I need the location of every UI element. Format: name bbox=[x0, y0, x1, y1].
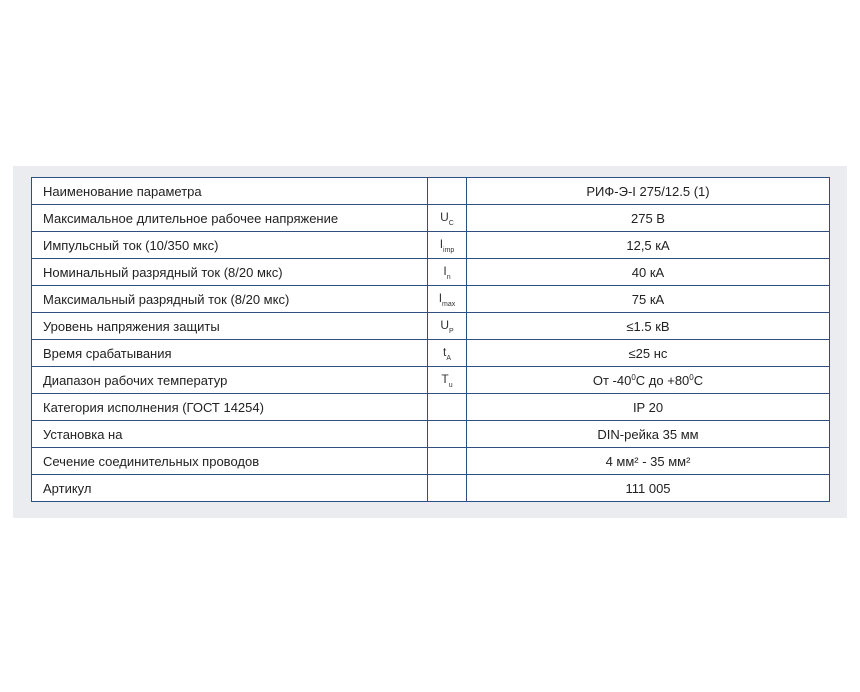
degree-superscript: 0 bbox=[689, 372, 694, 382]
value-part: С до +80 bbox=[635, 372, 690, 388]
header-name-cell: Наименование параметра bbox=[32, 178, 428, 205]
param-symbol bbox=[428, 232, 467, 259]
param-value bbox=[467, 367, 830, 394]
param-value: DIN-рейка 35 мм bbox=[467, 421, 830, 448]
param-value: 12,5 кА bbox=[467, 232, 830, 259]
table-row bbox=[32, 475, 830, 502]
symbol-subscript: n bbox=[446, 273, 451, 281]
table-row bbox=[32, 259, 830, 286]
symbol-subscript: P bbox=[449, 327, 454, 335]
param-name: Установка на bbox=[32, 421, 428, 448]
param-name: Время срабатывания bbox=[32, 340, 428, 367]
symbol-main: I bbox=[439, 236, 444, 251]
symbol-main: U bbox=[440, 209, 449, 224]
table-row bbox=[32, 286, 830, 313]
header-value-cell: РИФ-Э-I 275/12.5 (1) bbox=[467, 178, 830, 205]
symbol-main: t bbox=[442, 344, 447, 359]
param-symbol bbox=[428, 421, 467, 448]
symbol-subscript: imp bbox=[443, 246, 455, 254]
table-row bbox=[32, 367, 830, 394]
param-name: Импульсный ток (10/350 мкс) bbox=[32, 232, 428, 259]
param-symbol bbox=[428, 340, 467, 367]
param-symbol bbox=[428, 394, 467, 421]
degree-superscript: 0 bbox=[631, 372, 636, 382]
param-value: 111 005 bbox=[467, 475, 830, 502]
param-name: Номинальный разрядный ток (8/20 мкс) bbox=[32, 259, 428, 286]
param-name: Уровень напряжения защиты bbox=[32, 313, 428, 340]
table-header-row bbox=[32, 178, 830, 205]
param-symbol bbox=[428, 313, 467, 340]
param-name: Категория исполнения (ГОСТ 14254) bbox=[32, 394, 428, 421]
param-name: Диапазон рабочих температур bbox=[32, 367, 428, 394]
table-row bbox=[32, 205, 830, 232]
param-value: 40 кА bbox=[467, 259, 830, 286]
param-symbol bbox=[428, 259, 467, 286]
header-symbol-cell bbox=[428, 178, 467, 205]
symbol-subscript: u bbox=[448, 381, 453, 389]
param-symbol bbox=[428, 367, 467, 394]
table-row bbox=[32, 313, 830, 340]
value-part: От -40 bbox=[592, 372, 632, 388]
value-part: С bbox=[693, 372, 704, 388]
param-value: ≤1.5 кВ bbox=[467, 313, 830, 340]
symbol-subscript: max bbox=[442, 300, 456, 308]
table-row bbox=[32, 232, 830, 259]
symbol-subscript: A bbox=[446, 354, 451, 362]
param-symbol bbox=[428, 205, 467, 232]
param-name: Максимальное длительное рабочее напряжение bbox=[32, 205, 428, 232]
symbol-main: U bbox=[440, 317, 449, 332]
table-row bbox=[32, 340, 830, 367]
param-symbol bbox=[428, 475, 467, 502]
spec-table bbox=[31, 177, 830, 502]
symbol-subscript: C bbox=[448, 219, 454, 227]
symbol-main: I bbox=[443, 263, 447, 278]
symbol-main: T bbox=[441, 371, 449, 386]
param-value: IP 20 bbox=[467, 394, 830, 421]
param-value: 4 мм² - 35 мм² bbox=[467, 448, 830, 475]
param-value: ≤25 нс bbox=[467, 340, 830, 367]
symbol-main: I bbox=[438, 290, 443, 305]
table-row bbox=[32, 421, 830, 448]
param-value: 275 В bbox=[467, 205, 830, 232]
param-symbol bbox=[428, 286, 467, 313]
table-row bbox=[32, 394, 830, 421]
param-value: 75 кА bbox=[467, 286, 830, 313]
param-name: Сечение соединительных проводов bbox=[32, 448, 428, 475]
param-name: Максимальный разрядный ток (8/20 мкс) bbox=[32, 286, 428, 313]
param-name: Артикул bbox=[32, 475, 428, 502]
table-row bbox=[32, 448, 830, 475]
param-symbol bbox=[428, 448, 467, 475]
